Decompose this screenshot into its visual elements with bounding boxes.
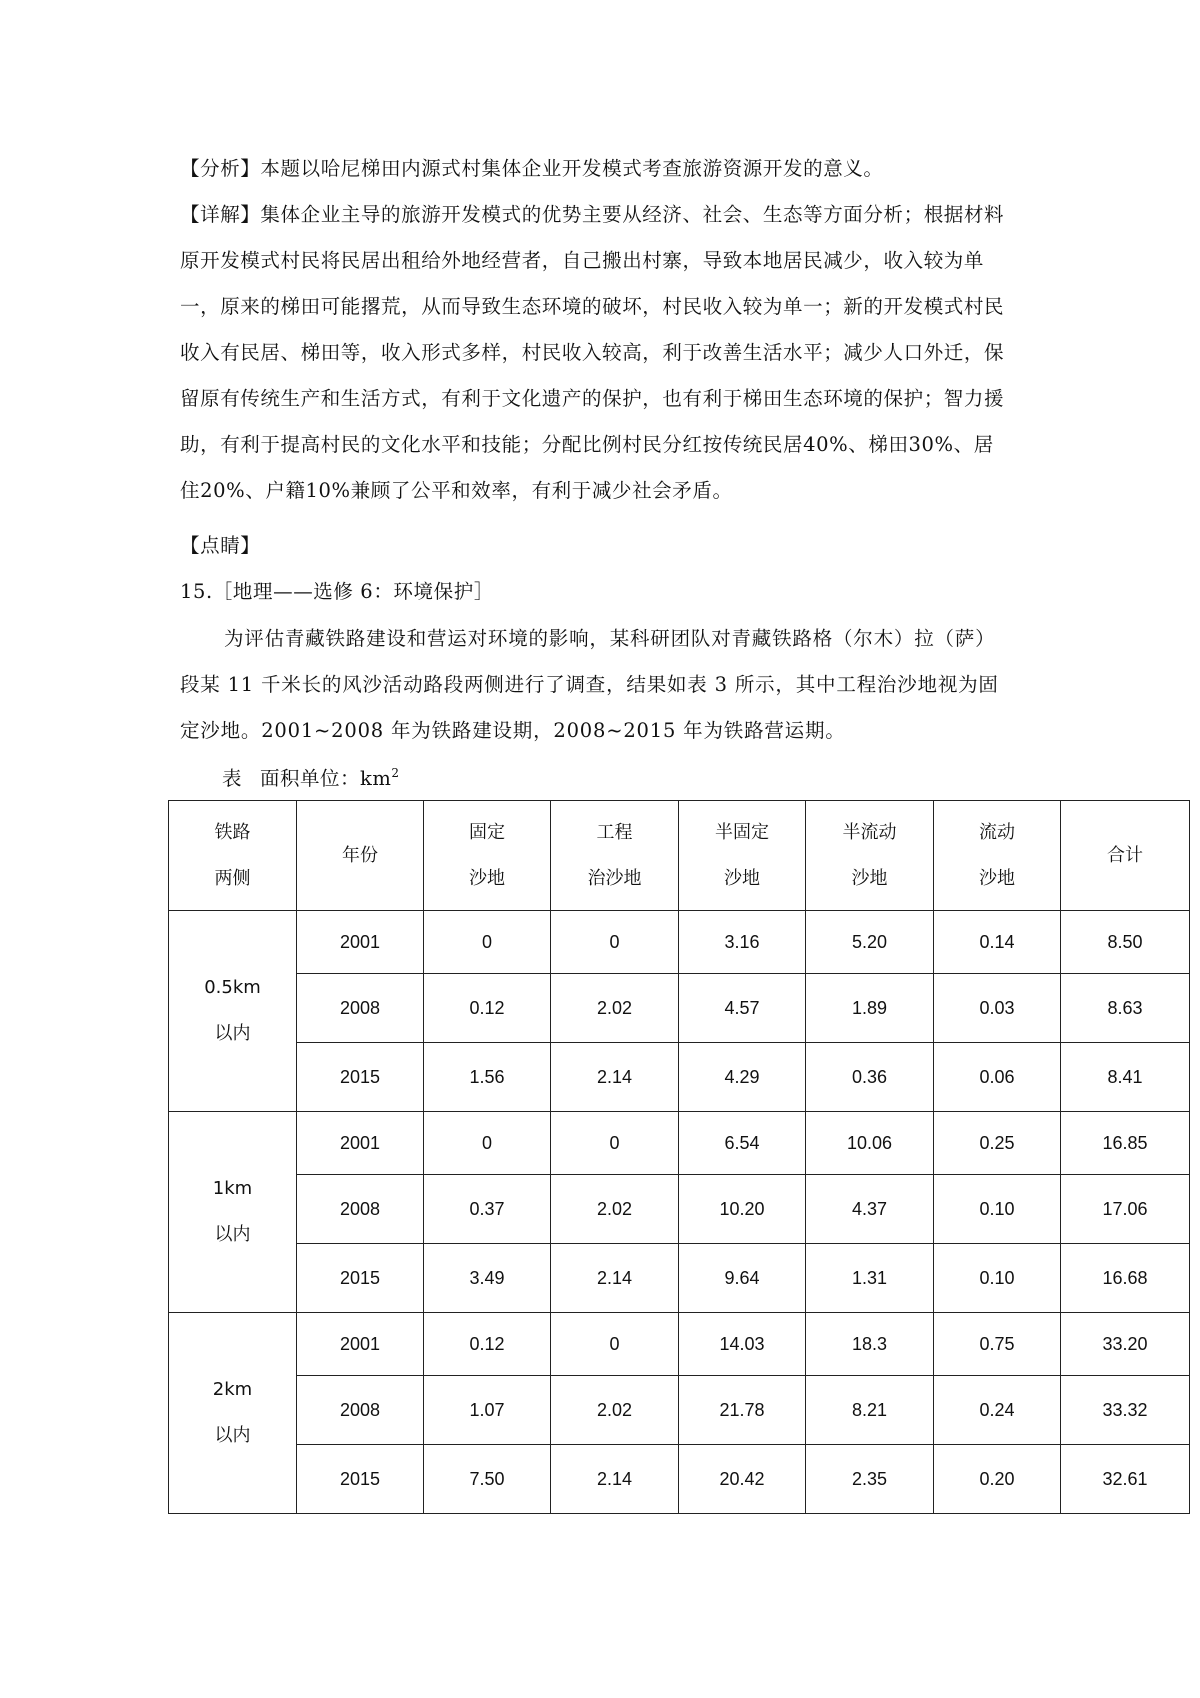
detail-paragraph bbox=[180, 192, 1010, 514]
table-unit-superscript: 2 bbox=[391, 766, 400, 780]
table-body bbox=[169, 801, 1190, 1514]
value-cell: 21.78 bbox=[679, 1376, 806, 1445]
table-caption bbox=[222, 758, 399, 794]
table-header-text: 沙地 bbox=[851, 867, 888, 889]
year-cell: 2015 bbox=[297, 1244, 424, 1313]
value-cell: 0.12 bbox=[424, 1313, 551, 1376]
distance-group-label: 0.5km bbox=[204, 977, 261, 998]
year-cell: 2001 bbox=[297, 1112, 424, 1175]
value-cell: 6.54 bbox=[679, 1112, 806, 1175]
value-cell: 8.63 bbox=[1061, 974, 1190, 1043]
value-cell: 3.49 bbox=[424, 1244, 551, 1313]
detail-tag: 【详解】 bbox=[180, 203, 261, 226]
value-cell: 8.50 bbox=[1061, 911, 1190, 974]
table-caption-label: 表 bbox=[222, 767, 243, 790]
table-header-cell bbox=[169, 801, 297, 911]
table-header-cell bbox=[806, 801, 934, 911]
distance-group-label: 以内 bbox=[214, 1425, 251, 1446]
distance-group-label: 2km bbox=[212, 1379, 253, 1400]
value-cell: 14.03 bbox=[679, 1313, 806, 1376]
table-header-text: 固定 bbox=[469, 821, 505, 843]
table-unit-label: 面积单位：km bbox=[260, 767, 392, 790]
table-row bbox=[169, 1244, 1190, 1313]
question-body: 为评估青藏铁路建设和营运对环境的影响，某科研团队对青藏铁路格（尔木）拉（萨）段某 11 千米长的风沙活动路段两侧进行了调查，结果如表 3 所示，其中工程治沙地视为固定沙地。2001~2008 年为铁路建设期，2008~2015 年为铁路营运期。 bbox=[180, 627, 999, 742]
value-cell: 32.61 bbox=[1061, 1445, 1190, 1514]
distance-group-label: 以内 bbox=[214, 1224, 251, 1245]
value-cell: 0 bbox=[551, 911, 679, 974]
value-cell: 0 bbox=[424, 911, 551, 974]
table-header-cell bbox=[934, 801, 1061, 911]
comment-paragraph bbox=[180, 523, 1010, 569]
year-cell: 2008 bbox=[297, 974, 424, 1043]
value-cell: 33.20 bbox=[1061, 1313, 1190, 1376]
table-row bbox=[169, 911, 1190, 974]
value-cell: 1.56 bbox=[424, 1043, 551, 1112]
year-cell: 2001 bbox=[297, 1313, 424, 1376]
table-row bbox=[169, 1043, 1190, 1112]
value-cell: 2.02 bbox=[551, 974, 679, 1043]
distance-group-label: 以内 bbox=[214, 1023, 251, 1044]
table-header-cell bbox=[551, 801, 679, 911]
distance-group-cell bbox=[169, 1313, 297, 1514]
table-header-text: 沙地 bbox=[724, 867, 760, 889]
table-header-cell bbox=[679, 801, 806, 911]
value-cell: 17.06 bbox=[1061, 1175, 1190, 1244]
value-cell: 8.41 bbox=[1061, 1043, 1190, 1112]
value-cell: 0.12 bbox=[424, 974, 551, 1043]
detail-text: 集体企业主导的旅游开发模式的优势主要从经济、社会、生态等方面分析；根据材料原开发模式村民将民居出租给外地经营者，自己搬出村寨，导致本地居民减少，收入较为单一，原来的梯田可能撂荒，从而导致生态环境的破坏，村民收入较为单一；新的开发模式村民收入有民居、梯田等，收入形式多样，村民收入较高，利于改善生活水平；减少人口外迁，保留原有传统生产和生活方式，有利于文化遗产的保护，也有利于梯田生态环境的保护；智力援助，有利于提高村民的文化水平和技能；分配比例村民分红按传统民居40%、梯田30%、居住20%、户籍10%兼顾了公平和效率，有利于减少社会矛盾。 bbox=[180, 203, 1005, 502]
table-row bbox=[169, 1376, 1190, 1445]
table-row bbox=[169, 974, 1190, 1043]
table-header-cell bbox=[424, 801, 551, 911]
value-cell: 0.36 bbox=[806, 1043, 934, 1112]
value-cell: 2.02 bbox=[551, 1376, 679, 1445]
table-header-text: 沙地 bbox=[469, 867, 505, 889]
value-cell: 33.32 bbox=[1061, 1376, 1190, 1445]
value-cell: 16.85 bbox=[1061, 1112, 1190, 1175]
year-cell: 2015 bbox=[297, 1043, 424, 1112]
table-row bbox=[169, 1112, 1190, 1175]
table-header-text: 半固定 bbox=[715, 821, 769, 843]
analysis-text: 本题以哈尼梯田内源式村集体企业开发模式考查旅游资源开发的意义。 bbox=[260, 157, 884, 180]
value-cell: 0.14 bbox=[934, 911, 1061, 974]
value-cell: 8.21 bbox=[806, 1376, 934, 1445]
table-header-cell bbox=[1061, 801, 1190, 911]
value-cell: 0.75 bbox=[934, 1313, 1061, 1376]
table-row bbox=[169, 1445, 1190, 1514]
question-title: 15.［地理——选修 6：环境保护］ bbox=[180, 580, 494, 603]
analysis-tag: 【分析】 bbox=[180, 157, 261, 180]
value-cell: 16.68 bbox=[1061, 1244, 1190, 1313]
value-cell: 0.10 bbox=[934, 1244, 1061, 1313]
distance-group-cell bbox=[169, 911, 297, 1112]
analysis-paragraph bbox=[180, 146, 1010, 192]
year-cell: 2008 bbox=[297, 1376, 424, 1445]
year-cell: 2015 bbox=[297, 1445, 424, 1514]
value-cell: 18.3 bbox=[806, 1313, 934, 1376]
distance-group-cell bbox=[169, 1112, 297, 1313]
table-header-cell bbox=[297, 801, 424, 911]
value-cell: 0.25 bbox=[934, 1112, 1061, 1175]
value-cell: 0.24 bbox=[934, 1376, 1061, 1445]
value-cell: 0.37 bbox=[424, 1175, 551, 1244]
value-cell: 1.31 bbox=[806, 1244, 934, 1313]
distance-group-label: 1km bbox=[212, 1178, 253, 1199]
table-header-text: 流动 bbox=[979, 821, 1015, 843]
comment-tag: 【点睛】 bbox=[180, 534, 261, 557]
value-cell: 1.07 bbox=[424, 1376, 551, 1445]
value-cell: 9.64 bbox=[679, 1244, 806, 1313]
table-header-text: 年份 bbox=[342, 844, 378, 866]
table-header-text: 工程 bbox=[596, 821, 633, 843]
year-cell: 2008 bbox=[297, 1175, 424, 1244]
table-header-text: 合计 bbox=[1107, 844, 1143, 866]
value-cell: 10.20 bbox=[679, 1175, 806, 1244]
value-cell: 0 bbox=[551, 1112, 679, 1175]
value-cell: 2.35 bbox=[806, 1445, 934, 1514]
sand-area-table bbox=[168, 800, 1190, 1514]
table-header-text: 半流动 bbox=[842, 821, 897, 843]
table-header-text: 沙地 bbox=[979, 867, 1015, 889]
value-cell: 2.02 bbox=[551, 1175, 679, 1244]
table-header-row bbox=[169, 801, 1190, 911]
value-cell: 4.37 bbox=[806, 1175, 934, 1244]
value-cell: 5.20 bbox=[806, 911, 934, 974]
value-cell: 10.06 bbox=[806, 1112, 934, 1175]
table-header-text: 治沙地 bbox=[587, 867, 642, 889]
value-cell: 4.57 bbox=[679, 974, 806, 1043]
table-header-text: 铁路 bbox=[214, 821, 251, 843]
value-cell: 20.42 bbox=[679, 1445, 806, 1514]
value-cell: 0.10 bbox=[934, 1175, 1061, 1244]
value-cell: 0.06 bbox=[934, 1043, 1061, 1112]
year-cell: 2001 bbox=[297, 911, 424, 974]
value-cell: 7.50 bbox=[424, 1445, 551, 1514]
value-cell: 1.89 bbox=[806, 974, 934, 1043]
value-cell: 0 bbox=[424, 1112, 551, 1175]
value-cell: 0 bbox=[551, 1313, 679, 1376]
value-cell: 2.14 bbox=[551, 1244, 679, 1313]
value-cell: 2.14 bbox=[551, 1043, 679, 1112]
table-row bbox=[169, 1313, 1190, 1376]
value-cell: 2.14 bbox=[551, 1445, 679, 1514]
value-cell: 4.29 bbox=[679, 1043, 806, 1112]
table-header-text: 两侧 bbox=[214, 867, 251, 889]
value-cell: 0.20 bbox=[934, 1445, 1061, 1514]
value-cell: 3.16 bbox=[679, 911, 806, 974]
table-row bbox=[169, 1175, 1190, 1244]
value-cell: 0.03 bbox=[934, 974, 1061, 1043]
